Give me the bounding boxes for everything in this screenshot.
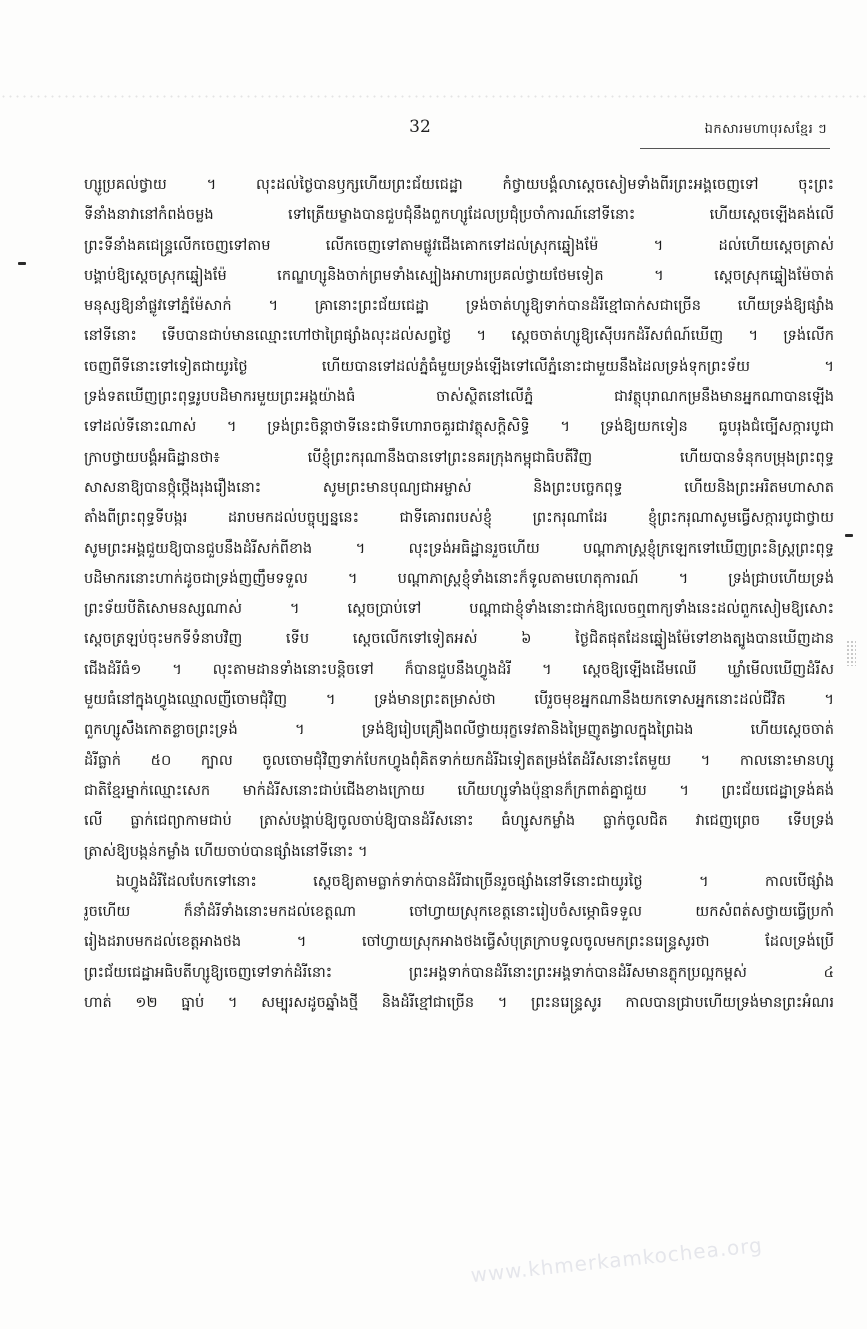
text-line: ជាតិខ្មែរម្នាក់ឈ្មោះសេក មាក់ដំរីសនោះជាប់ជើងខាងក្រោយ ហើយហ្សូទាំងប៉ុន្មានក៏ក្រពាត់គ្នាជួយ ។ ព្រះជ័យជេដ្ឋាទ្រង់គង់ bbox=[84, 781, 834, 799]
text-line: ចេញពីទីនោះទៅទៀតជាយូរថ្ងៃ ហើយបានទៅដល់ភ្នំធំមួយទ្រង់ឡើងទៅលើភ្នំនោះជាមួយនឹងដៃលទ្រង់ទុកព្រះទ័យ ។ bbox=[84, 357, 834, 375]
text-line: ហ្សូប្រគល់ថ្វាយ ។ លុះដល់ថ្ងៃបានឫក្សហើយព្រះជ័យជេដ្ឋា កំថ្វាយបង្គំលាស្តេចសៀមទាំងពីរព្រះអង្គចេញទៅ ចុះព្រះ bbox=[84, 176, 834, 193]
header-rule bbox=[640, 148, 830, 149]
text-line: មនុស្សឱ្យនាំផ្លូវទៅភ្នំម៉ែសាក់ ។ គ្រានោះព្រះជ័យជេដ្ឋា ទ្រង់ចាត់ហ្សូឱ្យទាក់បានដំរីខ្មៅធាក់សជាច្រើន ហើយទ្រង់ឱ្យផ្សាំង bbox=[84, 297, 834, 315]
body-text bbox=[84, 170, 834, 1018]
scan-artifact-band bbox=[0, 94, 867, 100]
text-line: សាសនាឱ្យបានថ្កុំថ្កើងរុងរឿងនោះ សូមព្រះមានបុណ្យជាអម្ចាស់ និងព្រះបច្ចេកពុទ្ធ ហើយនិងព្រះអរិតមហាសាត bbox=[84, 478, 834, 496]
text-line: ដំរីធ្លាក់ ៥០ ក្បាល ចូលចោមជុំវិញទាក់បែកហ្វូងពុំគិតទាក់យកដំរីឯទៀតតម្រង់តែដំរីសនោះតែមួយ ។ កាលនោះមានហ្សូ bbox=[84, 751, 834, 769]
text-line: ឯហ្វូងដំរីដែលបែកទៅនោះ ស្តេចឱ្យតាមធ្លាក់ទាក់បានដំរីជាច្រើនរួចផ្សាំងនៅទីនោះជាយូរថ្ងៃ ។ កាលបើផ្សាំង bbox=[116, 872, 834, 890]
text-line: នៅទីនោះ ទើបបានជាប់មានឈ្មោះហៅថាព្រៃផ្សាំងលុះដល់សព្វថ្ងៃ ។ ស្តេចចាត់ហ្សូឱ្យស៊ើបរកដំរីសព៌ណ៍ឃើញ ។ ទ្រង់លើក bbox=[84, 327, 834, 345]
text-line: រួចហើយ ក៏នាំដំរីទាំងនោះមកដល់ខេត្តណា ចៅហ្វាយស្រុកខេត្តនោះរៀបចំសម្ភោធិទទួល យកសំពត់សថ្វាយធ្វើប្រកាំ bbox=[84, 903, 834, 921]
text-line: លើ ធ្លាក់ជេព្យាកាមជាប់ ត្រាស់បង្គាប់ឱ្យចូលចាប់ឱ្យបានដំរីសនោះ ធំហ្សូសកម្លាំង ធ្លាក់ចូលជិត វាជេញព្រេច ទើបទ្រង់ bbox=[84, 812, 834, 830]
text-line: ត្រាស់ឱ្យបង្កន់កម្លាំង ហើយចាប់បានផ្សាំងនៅទីនោះ ។ bbox=[84, 842, 368, 860]
text-line: ក្រាបថ្វាយបង្គំអធិដ្ឋានថា៖ បើខ្ញុំព្រះករុណានឹងបានទៅព្រះនគរក្រុងកម្ពុជាធិបតីវិញ ហើយបានទំនុកបម្រុងព្រះពុទ្ធ bbox=[84, 448, 834, 466]
text-line: ហាត់ ១២ ធ្នាប់ ។ សម្បុរសដូចឆ្នាំងថ្មី និងដំរីខ្មៅជាច្រើន ។ ព្រះនរេន្ទ្រសូរ កាលបានជ្រាបហើយទ្រង់មានព្រះអំណរ bbox=[84, 994, 834, 1012]
paragraph-2 bbox=[84, 867, 834, 1018]
text-line: ជើងដំរីធំ១ ។ លុះតាមដានទាំងនោះបន្តិចទៅ ក៏បានជួបនឹងហ្វូងដំរី ។ ស្តេចឱ្យឡើងដើមឈើ ឃ្លាំមើលឃើញដំរីស bbox=[84, 660, 834, 678]
text-line: ពួកហ្សូសឹងកោតខ្លាចព្រះទ្រង់ ។ ទ្រង់ឱ្យរៀបគ្រឿងពលីថ្វាយរុក្ខទេវតានិងម្រៃញូតង្វាលក្នុងព្រៃឯង ហើយស្តេចចាត់ bbox=[84, 721, 834, 739]
margin-mark-right bbox=[845, 534, 853, 537]
paragraph-1 bbox=[84, 170, 834, 867]
text-line: ព្រះទីនាំងគជេន្ទ្រលើកចេញទៅតាម លើកចេញទៅតាមផ្លូវជើងគោកទៅដល់ស្រុកឆ្នៀងម៉ែ ។ ដល់ហើយស្តេចត្រាស់ bbox=[84, 236, 834, 254]
margin-mark-left bbox=[18, 262, 26, 265]
text-line: ព្រះជ័យជេដ្ឋាអធិបតីហ្សូឱ្យចេញទៅទាក់ដំរីនោះ ព្រះអង្គទាក់បានដំរីនោះព្រះអង្គទាក់បានដំរីសមានភ្លុកប្រល្អកម្ពស់ ៤ bbox=[84, 963, 834, 981]
text-line: បង្គាប់ឱ្យស្តេចស្រុកឆ្នៀងម៉ែ កេណ្ឌហ្សូនិងចាក់ព្រមទាំងស្បៀងអាហារប្រគល់ថ្វាយថែមទៀត ។ ស្តេចស្រុកឆ្នៀងម៉ែចាត់ bbox=[84, 266, 834, 284]
text-line: ទីនាំងនាវានៅកំពង់ចម្លង ទៅត្រើយម្ខាងបានជួបជុំនឹងពួកហ្សូដែលប្រជុំប្រចាំការណ៍នៅទីនោះ ហើយស្តេចឡើងគង់លើ bbox=[84, 206, 834, 224]
text-line: បដិមាករនោះហាក់ដូចជាទ្រង់ញញឹមទទួល ។ បណ្តាភាស្ត្រខ្ញុំទាំងនោះក៏ទូលតាមហេតុការណ៍ ។ ទ្រង់ជ្រាបហើយទ្រង់ bbox=[84, 569, 834, 587]
text-line: សូមព្រះអង្គជួយឱ្យបានជួបនឹងដំរីសក់ពីខាង ។ លុះទ្រង់អធិដ្ឋានរួចហើយ បណ្តាភាស្ត្រខ្ញុំក្រឡេកទៅឃើញព្រះនិស្ត្រព្រះពុទ្ធ bbox=[84, 539, 834, 557]
text-line: ទ្រង់ទតឃើញព្រះពុទ្ធរូបបដិមាករមួយព្រះអង្គយ៉ាងធំ ចាស់ស្ថិតនៅលើភ្នំ ជាវត្ថុបុរាណកម្រនឹងមានអ្នកណាបានឡើង bbox=[84, 388, 834, 406]
text-line: ព្រះទ័យបីតិសោមនស្សណាស់ ។ ស្តេចប្រាប់ទៅ បណ្តាជាខ្ញុំទាំងនោះជាក់ឱ្យលេចឮពាក្យទាំងនេះដល់ពួកសៀមឱ្យសោះ bbox=[84, 600, 834, 618]
running-header: ឯកសារមហាបុរសខ្មែរ ៗ bbox=[704, 122, 827, 137]
text-line: មួយធំនៅក្នុងហ្វូងឈ្មោលញីចោមជុំវិញ ។ ទ្រង់មានព្រះតម្រាស់ថា បើរួចមុខអ្នកណានឹងយកទោសអ្នកនោះដល់ជីវិត ។ bbox=[84, 691, 834, 709]
watermark: www.khmerkamkochea.org bbox=[469, 1232, 764, 1288]
text-line: តាំងពីព្រះពុទ្ធទីបង្ករ ដរាបមកដល់បច្ចុប្បន្ននេះ ជាទីគោរពរបស់ខ្ញុំ ព្រះករុណាដែរ ខ្ញុំព្រះករុណាសូមធ្វើសក្ការបូជាថ្វាយ bbox=[84, 509, 834, 527]
text-line: ស្តេចត្រឡប់ចុះមកទីទំនាបវិញ ទើប ស្តេចលើកទៅទៀតអស់ ៦ ថ្ងៃជិតផុតដែនឆ្នៀងម៉ែទៅខាងត្បូងបានឃើញដាន bbox=[84, 630, 834, 648]
margin-speck bbox=[846, 640, 856, 666]
text-line: ទៅដល់ទីនោះណាស់ ។ ទ្រង់ព្រះចិន្តាថាទីនេះជាទីហោរាចគួរជាវត្ថុសក្តិសិទ្ធិ ។ ទ្រង់ឱ្យយកទៀន ធូបរុងជំច្បើសក្ការបូជា bbox=[84, 418, 834, 436]
text-line: រៀងដរាបមកដល់ខេត្តអាងថង ។ ចៅហ្វាយស្រុកអាងថងធ្វើសំបុត្រក្រាបទូលចូលមកព្រះនរេន្ទ្រសូរថា ដែលទ្រង់ប្រើ bbox=[84, 933, 834, 951]
page-number: 32 bbox=[409, 117, 431, 137]
